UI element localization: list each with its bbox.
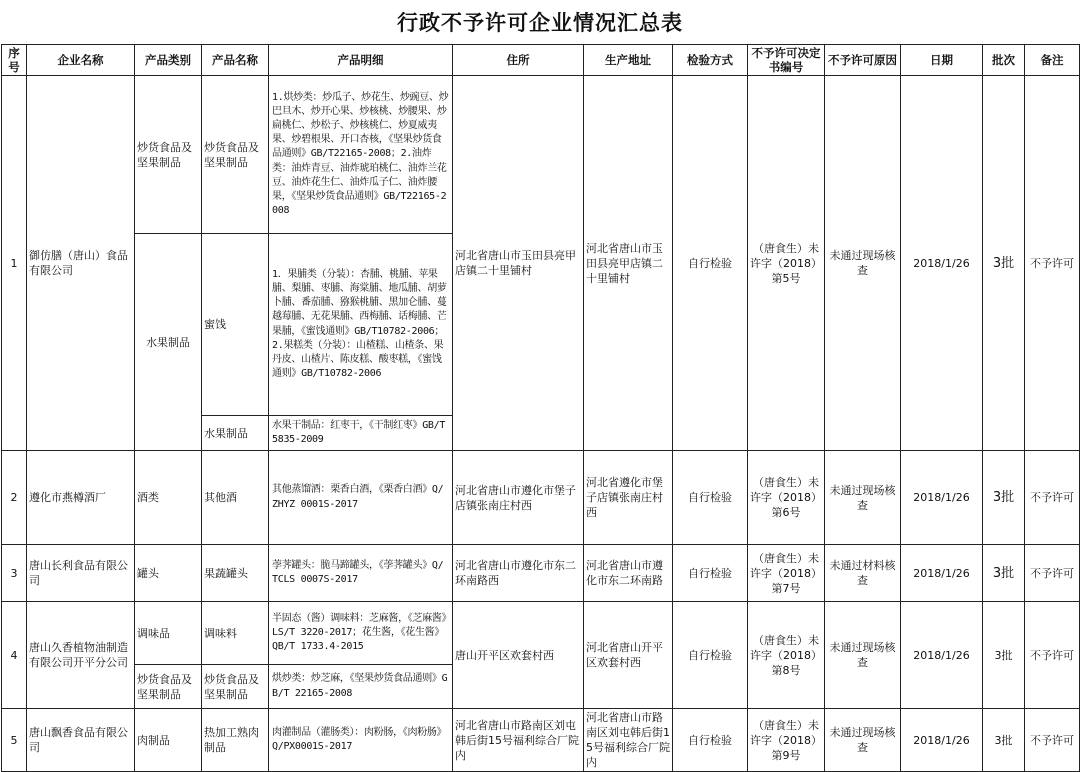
cell-production: 河北省唐山市玉田县亮甲店镇二十里铺村 [584, 76, 673, 451]
header-inspection: 检验方式 [673, 45, 748, 76]
cell-detail: 肉灌制品（灌肠类）：肉粉肠，《肉粉肠》Q/PX0001S-2017 [269, 709, 453, 772]
cell-decision: （唐食生）未许字（2018）第7号 [748, 545, 825, 602]
summary-table [1, 44, 1080, 772]
cell-address: 河北省唐山市玉田县亮甲店镇二十里铺村 [453, 76, 584, 451]
cell-decision: （唐食生）未许字（2018）第8号 [748, 602, 825, 709]
cell-batch: 3批 [983, 709, 1025, 772]
cell-date: 2018/1/26 [901, 451, 983, 545]
header-detail: 产品明细 [269, 45, 453, 76]
cell-category: 调味品 [135, 602, 202, 665]
cell-date: 2018/1/26 [901, 545, 983, 602]
cell-batch: 3批 [983, 545, 1025, 602]
cell-detail: 水果干制品：红枣干，《干制红枣》GB/T 5835-2009 [269, 416, 453, 451]
header-category: 产品类别 [135, 45, 202, 76]
cell-address: 河北省唐山市路南区刘屯韩后街15号福利综合厂院内 [453, 709, 584, 772]
cell-seq: 2 [2, 451, 27, 545]
header-reason: 不予许可原因 [825, 45, 901, 76]
cell-detail: 1．果脯类（分装）：杏脯、桃脯、苹果脯、梨脯、枣脯、海棠脯、地瓜脯、胡萝卜脯、番茄脯、猕猴桃脯、黑加仑脯、蔓越莓脯、无花果脯、西梅脯、话梅脯、芒果脯，《蜜饯通则》GB/T10782-2006；2.果糕类（分装）：山楂糕、山楂条、果丹皮、山楂片、陈皮糕、酸枣糕，《蜜饯通则》GB/T10782-2006 [269, 234, 453, 416]
cell-remark: 不予许可 [1025, 451, 1080, 545]
header-batch: 批次 [983, 45, 1025, 76]
cell-address: 河北省唐山市遵化市堡子店镇张南庄村西 [453, 451, 584, 545]
cell-seq: 4 [2, 602, 27, 709]
cell-reason: 未通过现场核查 [825, 709, 901, 772]
header-seq: 序号 [2, 45, 27, 76]
cell-inspection: 自行检验 [673, 451, 748, 545]
cell-reason: 未通过现场核查 [825, 76, 901, 451]
table-row [2, 709, 1080, 772]
cell-detail: 荸荠罐头：脆马蹄罐头，《荸荠罐头》Q/TCLS 0007S-2017 [269, 545, 453, 602]
header-product: 产品名称 [202, 45, 269, 76]
cell-production: 河北省唐山市路南区刘屯韩后街15号福利综合厂院内 [584, 709, 673, 772]
cell-decision: （唐食生）未许字（2018）第9号 [748, 709, 825, 772]
cell-reason: 未通过现场核查 [825, 451, 901, 545]
cell-product: 炒货食品及坚果制品 [202, 76, 269, 234]
cell-detail: 1.烘炒类：炒瓜子、炒花生、炒豌豆、炒巴旦木、炒开心果、炒核桃、炒腰果、炒扁桃仁、炒松子、炒核桃仁、炒夏威夷果、炒碧根果、开口杏核，《坚果炒货食品通则》GB/T22165-2008；2.油炸类：油炸青豆、油炸琥珀桃仁、油炸兰花豆、油炸花生仁、油炸瓜子仁、油炸腰果，《坚果炒货食品通则》GB/T22165-2008 [269, 76, 453, 234]
cell-decision: （唐食生）未许字（2018）第5号 [748, 76, 825, 451]
cell-company: 唐山长利食品有限公司 [27, 545, 135, 602]
cell-product: 炒货食品及坚果制品 [202, 665, 269, 709]
cell-company: 唐山久香植物油制造有限公司开平分公司 [27, 602, 135, 709]
page-title: 行政不予许可企业情况汇总表 [397, 11, 683, 35]
cell-decision: （唐食生）未许字（2018）第6号 [748, 451, 825, 545]
table-row [2, 76, 1080, 234]
cell-product: 其他酒 [202, 451, 269, 545]
cell-detail: 烘炒类：炒芝麻，《坚果炒货食品通则》GB/T 22165-2008 [269, 665, 453, 709]
cell-company: 御仿膳（唐山）食品有限公司 [27, 76, 135, 451]
header-production: 生产地址 [584, 45, 673, 76]
cell-product: 蜜饯 [202, 234, 269, 416]
cell-product: 果蔬罐头 [202, 545, 269, 602]
table-row [2, 545, 1080, 602]
cell-batch: 3批 [983, 76, 1025, 451]
table-row [2, 602, 1080, 665]
cell-reason: 未通过现场核查 [825, 602, 901, 709]
header-date: 日期 [901, 45, 983, 76]
cell-date: 2018/1/26 [901, 602, 983, 709]
cell-address: 唐山开平区欢套村西 [453, 602, 584, 709]
cell-seq: 3 [2, 545, 27, 602]
cell-inspection: 自行检验 [673, 545, 748, 602]
cell-seq: 5 [2, 709, 27, 772]
cell-inspection: 自行检验 [673, 709, 748, 772]
cell-production: 河北省唐山市遵化市东二环南路 [584, 545, 673, 602]
cell-category: 肉制品 [135, 709, 202, 772]
cell-inspection: 自行检验 [673, 602, 748, 709]
header-row [2, 45, 1080, 76]
cell-remark: 不予许可 [1025, 602, 1080, 709]
header-decision: 不予许可决定书编号 [748, 45, 825, 76]
cell-production: 河北省唐山开平区欢套村西 [584, 602, 673, 709]
cell-product: 热加工熟肉制品 [202, 709, 269, 772]
table-row [2, 451, 1080, 545]
cell-detail: 半固态（酱）调味料：芝麻酱，《芝麻酱》LS/T 3220-2017；花生酱，《花生酱》QB/T 1733.4-2015 [269, 602, 453, 665]
cell-remark: 不予许可 [1025, 76, 1080, 451]
cell-category: 水果制品 [135, 234, 202, 451]
cell-production: 河北省遵化市堡子店镇张南庄村西 [584, 451, 673, 545]
cell-company: 遵化市燕樽酒厂 [27, 451, 135, 545]
cell-company: 唐山飘香食品有限公司 [27, 709, 135, 772]
header-remark: 备注 [1025, 45, 1080, 76]
cell-remark: 不予许可 [1025, 545, 1080, 602]
cell-category: 炒货食品及坚果制品 [135, 76, 202, 234]
header-address: 住所 [453, 45, 584, 76]
cell-category: 酒类 [135, 451, 202, 545]
cell-seq: 1 [2, 76, 27, 451]
cell-category: 罐头 [135, 545, 202, 602]
cell-batch: 3批 [983, 451, 1025, 545]
cell-remark: 不予许可 [1025, 709, 1080, 772]
cell-date: 2018/1/26 [901, 76, 983, 451]
cell-inspection: 自行检验 [673, 76, 748, 451]
cell-product: 调味料 [202, 602, 269, 665]
cell-detail: 其他蒸馏酒：栗香白酒，《栗香白酒》Q/ZHYZ 0001S-2017 [269, 451, 453, 545]
cell-date: 2018/1/26 [901, 709, 983, 772]
cell-product: 水果制品 [202, 416, 269, 451]
cell-reason: 未通过材料核查 [825, 545, 901, 602]
cell-category: 炒货食品及坚果制品 [135, 665, 202, 709]
cell-batch: 3批 [983, 602, 1025, 709]
cell-address: 河北省唐山市遵化市东二环南路西 [453, 545, 584, 602]
header-company: 企业名称 [27, 45, 135, 76]
